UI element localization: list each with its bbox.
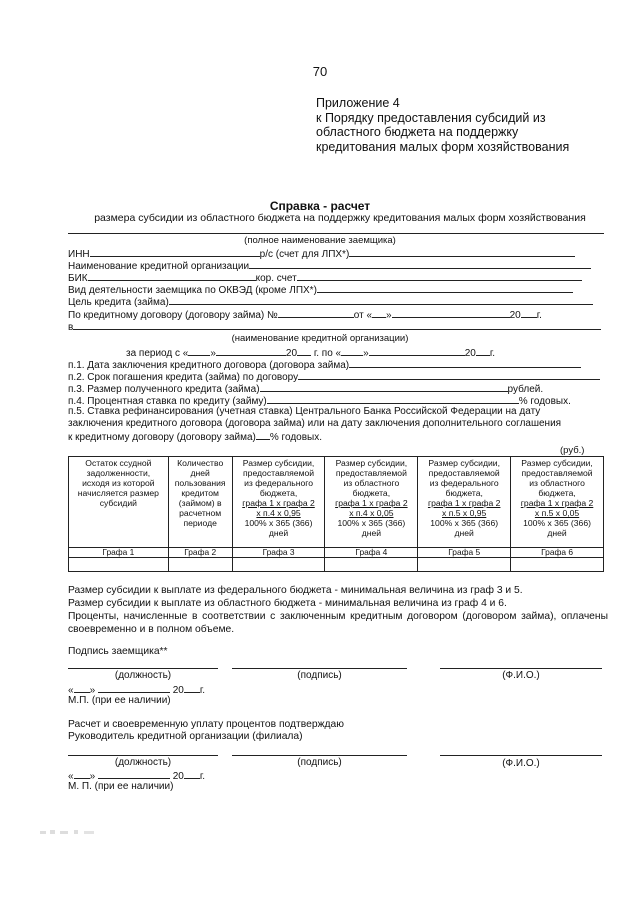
in-label: в [68,322,74,333]
bank-signature-caption: (подпись) [297,757,342,768]
bank-name-label: Наименование кредитной организации [68,261,250,272]
purpose-label: Цель кредита (займа) [68,297,169,308]
table-cell[interactable] [511,558,604,572]
period-year-prefix: 20 [285,348,298,359]
table-header-line: (займом) в [178,498,222,508]
table-header-cell [325,457,418,548]
table-header-line: из федерального [429,478,499,488]
table-header-line: графа 1 х графа 2 [427,498,501,508]
table-header-line: субсидий [99,498,137,508]
table-header-cell [69,457,169,548]
bank-stamp: М. П. (при ее наличии) [68,781,174,792]
page-number: 70 [312,64,328,79]
p3-field[interactable] [260,382,508,392]
bank-date-month-field[interactable] [98,769,170,779]
bank-in-field[interactable] [73,320,601,330]
calculation-table [68,456,604,572]
document-title: Справка - расчет [269,199,371,213]
p4-label: п.4. Процентная ставка по кредиту (займу) [68,396,267,407]
borrower-date-month-field[interactable] [98,683,170,693]
borrower-name-field[interactable] [68,233,604,234]
borrower-signature-title: Подпись заемщика** [68,646,168,657]
table-header-line: предоставляемой [428,468,500,478]
date-open: « [68,771,74,782]
table-column-number: Графа 3 [232,548,325,558]
appendix-line-1: к Порядку предоставления субсидий из [316,110,546,125]
p1-label: п.1. Дата заключения кредитного договора (договора займа) [68,360,350,371]
period-to-year-field[interactable] [476,346,490,356]
date-year-prefix: 20 [172,771,184,782]
table-header-line: Остаток ссудной [85,458,152,468]
period-to-label: г. по « [313,348,342,359]
p5-label: к кредитному договору (договору займа) [68,432,256,443]
table-cell[interactable] [325,558,418,572]
corr-account-label: кор. счет [255,273,297,284]
document-subtitle: размера субсидии из областного бюджета на поддержку кредитования малых форм хозяйствования [94,212,586,224]
p5-line-2: заключения кредитного договора (договора займа) или на дату заключения дополнительного соглашения [68,418,562,429]
inn-field[interactable] [90,247,260,257]
table-column-number: Графа 2 [168,548,232,558]
table-header-line: начисляется размер [77,488,159,498]
table-header-line: дней [454,528,474,538]
table-header-row [69,457,604,548]
contract-number-field[interactable] [278,308,354,318]
table-header-line: х п.5 х 0,05 [534,508,580,518]
date-open: « [68,685,74,696]
table-header-line: х п.4 х 0,05 [349,508,394,518]
date-year-prefix: 20 [172,685,184,696]
table-header-line: 100% х 365 (366) [337,518,406,528]
faint-stamp-mark [40,826,120,838]
bank-in-row [68,320,601,334]
inn-label: ИНН [68,249,90,260]
bank-caption: (наименование кредитной организации) [231,333,409,344]
p5-field[interactable] [256,430,270,440]
table-header-line: дней [547,528,567,538]
p4-unit: % годовых. [518,396,571,407]
purpose-row [68,295,593,309]
table-header-line: дней [268,528,289,538]
p2-label: п.2. Срок погашения кредита (займа) по договору [68,372,299,383]
period-from-label: за период с « [126,348,189,359]
activity-label: Вид деятельности заемщика по ОКВЭД (кроме ЛПХ*) [68,285,317,296]
table-header-line: кредитом [181,488,219,498]
table-header-line: х п.5 х 0,95 [442,508,487,518]
table-header-line: Размер субсидии, [521,458,593,468]
table-header-line: Количество [177,458,224,468]
table-data-row [69,558,604,572]
table-header-line: дней [190,468,210,478]
bik-field[interactable] [88,271,256,281]
date-g: г. [199,685,206,696]
date-g: г. [199,771,206,782]
table-header-line: исходя из которой [82,478,155,488]
borrower-position-field[interactable] [68,668,218,669]
contract-year-prefix: 20 [509,310,521,321]
contract-year-field[interactable] [521,308,537,318]
period-from-month-field[interactable] [216,346,286,356]
table-header-line: расчетном [179,508,222,518]
appendix-heading [316,96,606,154]
table-cell[interactable] [418,558,511,572]
table-header-line: графа 1 х графа 2 [520,498,594,508]
activity-field[interactable] [317,283,573,293]
table-header-cell [232,457,325,548]
bank-position-field[interactable] [68,755,218,756]
table-header-line: из областного [343,478,400,488]
bank-name-sign-field[interactable] [440,755,602,756]
bank-date-day-field[interactable] [74,769,90,779]
table-header-cell [168,457,232,548]
p3-unit: рублей. [507,384,544,395]
table-header-line: бюджета, [259,488,298,498]
table-header-line: Размер субсидии, [428,458,500,468]
p3-label: п.3. Размер полученного кредита (займа) [68,384,260,395]
table-cell[interactable] [168,558,232,572]
contract-g: г. [536,310,542,321]
borrower-name-caption: (Ф.И.О.) [502,670,540,681]
table-header-line: дней [361,528,382,538]
table-cell[interactable] [69,558,169,572]
period-to-month-field[interactable] [369,346,465,356]
period-to-day-field[interactable] [341,346,363,356]
contract-day-field[interactable] [372,308,386,318]
p5-row [68,430,322,444]
table-header-cell [418,457,511,548]
bik-label: БИК [68,273,88,284]
appendix-line-2: областного бюджета на поддержку [316,125,519,139]
bank-name-field[interactable] [249,259,591,269]
borrower-name-sign-field[interactable] [440,668,602,669]
quote-close: » [386,310,392,321]
borrower-stamp: М.П. (при ее наличии) [68,695,171,706]
table-column-number: Графа 5 [418,548,511,558]
appendix-line-3: кредитования малых форм хозяйствования [316,139,570,154]
note-1: Размер субсидии к выплате из федерального бюджета - минимальная величина из граф 3 и 5. [68,585,523,596]
note-3: Проценты, начисленные в соответствии с заключенным кредитным договором (договором займа), оплачены своевременно и в полном объеме. [68,611,608,635]
table-column-numbers-row [69,548,604,558]
table-header-line: из областного [529,478,585,488]
table-unit: (руб.) [560,445,585,456]
quote-close: » [363,348,369,359]
borrower-date-year-field[interactable] [184,683,200,693]
table-header-line: бюджета, [538,488,576,498]
bank-confirm-title: Расчет и своевременную уплату процентов подтверждаю [68,719,344,730]
table-column-number: Графа 6 [511,548,604,558]
table-column-number: Графа 4 [325,548,418,558]
contract-label: По кредитному договору (договору займа) № [68,310,278,321]
table-header-line: 100% х 365 (366) [430,518,499,528]
table-header-line: Размер субсидии, [335,458,408,468]
table-header-line: задолженности, [86,468,151,478]
table-header-line: пользования [174,478,226,488]
appendix-title: Приложение 4 [316,96,400,110]
table-header-line: графа 1 х графа 2 [242,498,315,508]
period-from-day-field[interactable] [188,346,210,356]
bank-name-caption: (Ф.И.О.) [502,758,540,769]
period-from-year-field[interactable] [297,346,311,356]
p5-line-1: п.5. Ставка рефинансирования (учетная ставка) Центрального Банка Российской Федерации на дату [68,406,541,417]
table-header-cell [511,457,604,548]
table-header-line: х п.4 х 0,95 [256,508,301,518]
table-header-line: из федерального [244,478,313,488]
p5-unit: % годовых. [269,432,322,443]
borrower-signature-field[interactable] [232,668,407,669]
table-header-line: графа 1 х графа 2 [335,498,408,508]
borrower-signature-caption: (подпись) [297,670,342,681]
contract-from-label: от « [353,310,373,321]
p1-field[interactable] [349,358,581,368]
account-label: р/с (счет для ЛПХ*) [259,249,350,260]
table-header-line: предоставляемой [243,468,315,478]
quote-close: » [210,348,216,359]
bank-position-caption: (должность) [114,757,172,768]
table-header-line: периоде [183,518,217,528]
p2-field[interactable] [298,370,600,380]
date-close: » [89,685,96,696]
period-year-prefix: 20 [464,348,476,359]
table-header-line: Размер субсидии, [242,458,315,468]
date-close: » [89,771,96,782]
p4-field[interactable] [267,394,519,404]
table-header-line: 100% х 365 (366) [523,518,591,528]
bank-signature-field[interactable] [232,755,407,756]
purpose-field[interactable] [169,295,593,305]
account-field[interactable] [349,247,575,257]
borrower-date-day-field[interactable] [74,683,90,693]
table-column-number: Графа 1 [69,548,169,558]
corr-account-field[interactable] [297,271,582,281]
contract-month-field[interactable] [392,308,510,318]
period-g: г. [489,348,496,359]
table-header-line: предоставляемой [521,468,593,478]
bank-head-title: Руководитель кредитной организации (филиала) [68,731,303,742]
bank-date-year-field[interactable] [184,769,200,779]
table-header-line: 100% х 365 (366) [244,518,313,528]
borrower-caption: (полное наименование заемщика) [244,235,396,246]
borrower-position-caption: (должность) [114,670,172,681]
table-cell[interactable] [232,558,325,572]
table-header-line: бюджета, [352,488,391,498]
table-header-line: предоставляемой [335,468,407,478]
table-header-line: бюджета, [445,488,483,498]
note-2: Размер субсидии к выплате из областного бюджета - минимальная величина из граф 4 и 6. [68,598,507,609]
